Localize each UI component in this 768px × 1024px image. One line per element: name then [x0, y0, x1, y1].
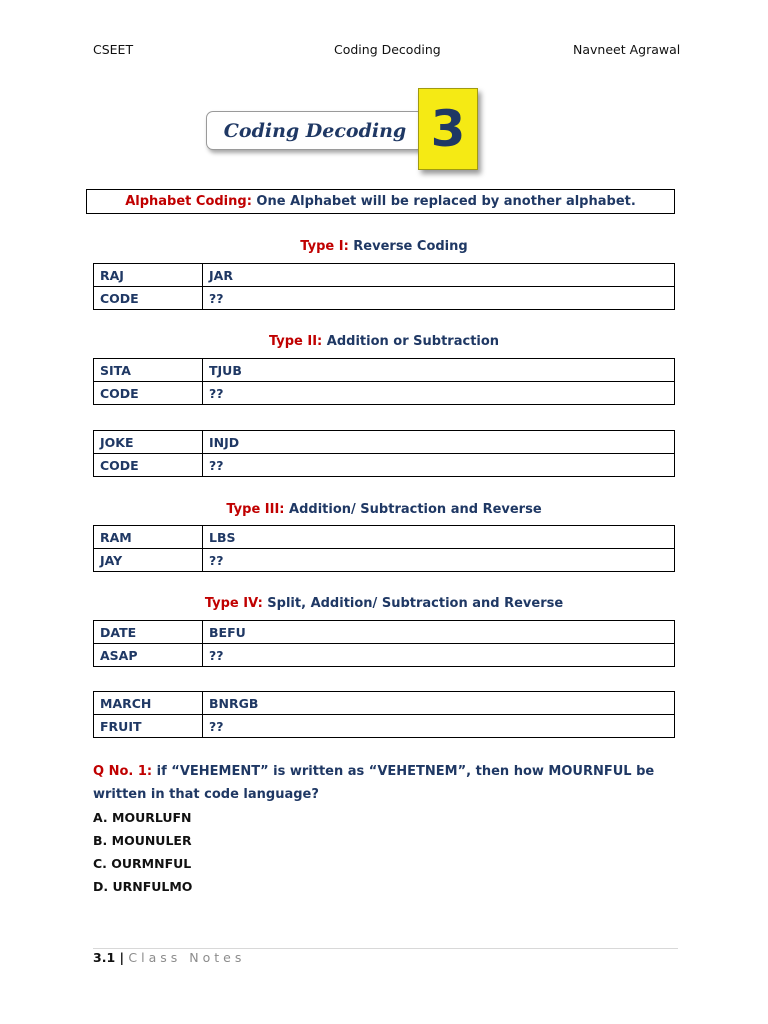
page-number: 3.1 | — [93, 950, 129, 965]
table-cell: ?? — [203, 287, 675, 310]
definition-text: One Alphabet will be replaced by another alphabet. — [251, 194, 636, 209]
table-cell: DATE — [94, 621, 203, 644]
table-cell: ?? — [203, 644, 675, 667]
table-cell: BEFU — [203, 621, 675, 644]
table-cell: ?? — [203, 454, 675, 477]
table-row — [94, 382, 675, 405]
type-1-heading — [0, 239, 768, 254]
table-row — [94, 264, 675, 287]
table-row — [94, 549, 675, 572]
type-2-heading — [0, 334, 768, 349]
table-cell: RAJ — [94, 264, 203, 287]
header-right-text: Navneet Agrawal — [573, 42, 681, 57]
type-1-table — [93, 263, 675, 310]
type-2-table-1 — [93, 358, 675, 405]
table-cell: JAR — [203, 264, 675, 287]
chapter-number: 3 — [430, 100, 466, 158]
chapter-title: Coding Decoding — [223, 119, 407, 142]
question-body: if “VEHEMENT” is written as “VEHETNEM”, then how MOURNFUL be written in that code language? — [93, 764, 659, 802]
table-cell: CODE — [94, 454, 203, 477]
table-cell: ?? — [203, 382, 675, 405]
table-cell: CODE — [94, 382, 203, 405]
table-row — [94, 644, 675, 667]
type-4-table-2 — [93, 691, 675, 738]
table-cell: FRUIT — [94, 715, 203, 738]
header-center-text: Coding Decoding — [334, 42, 441, 57]
option-c: C. OURMNFUL — [93, 856, 192, 871]
type-2-table-2 — [93, 430, 675, 477]
header-left-text: CSEET — [93, 42, 134, 57]
question-label: Q No. 1: — [93, 764, 153, 779]
option-d: D. URNFULMO — [93, 879, 193, 894]
table-cell: INJD — [203, 431, 675, 454]
type-4-label: Type IV: — [204, 596, 263, 611]
type-4-heading — [0, 596, 768, 611]
chapter-number-badge — [418, 88, 478, 170]
type-4-title: Split, Addition/ Subtraction and Reverse — [262, 596, 564, 611]
page-footer — [93, 950, 245, 965]
table-row — [94, 692, 675, 715]
table-cell: LBS — [203, 526, 675, 549]
table-cell: JOKE — [94, 431, 203, 454]
question-text — [93, 760, 678, 806]
table-cell: JAY — [94, 549, 203, 572]
footer-divider — [93, 948, 678, 949]
option-a: A. MOURLUFN — [93, 810, 192, 825]
option-b: B. MOUNULER — [93, 833, 192, 848]
table-row — [94, 526, 675, 549]
table-cell: ?? — [203, 715, 675, 738]
table-row — [94, 431, 675, 454]
table-row — [94, 454, 675, 477]
type-3-heading — [0, 502, 768, 517]
type-2-title: Addition or Subtraction — [322, 334, 500, 349]
table-row — [94, 715, 675, 738]
chapter-title-banner — [206, 111, 424, 150]
table-cell: MARCH — [94, 692, 203, 715]
type-3-title: Addition/ Subtraction and Reverse — [284, 502, 542, 517]
type-3-label: Type III: — [226, 502, 285, 517]
table-cell: ASAP — [94, 644, 203, 667]
table-cell: BNRGB — [203, 692, 675, 715]
table-row — [94, 359, 675, 382]
table-cell: TJUB — [203, 359, 675, 382]
table-cell: SITA — [94, 359, 203, 382]
table-cell: ?? — [203, 549, 675, 572]
footer-label: Class Notes — [128, 950, 246, 965]
definition-box — [86, 189, 675, 214]
type-1-title: Reverse Coding — [348, 239, 468, 254]
definition-label: Alphabet Coding: — [125, 194, 252, 209]
table-cell: CODE — [94, 287, 203, 310]
table-cell: RAM — [94, 526, 203, 549]
type-4-table-1 — [93, 620, 675, 667]
type-3-table — [93, 525, 675, 572]
table-row — [94, 621, 675, 644]
table-row — [94, 287, 675, 310]
type-2-label: Type II: — [268, 334, 323, 349]
type-1-label: Type I: — [300, 239, 349, 254]
